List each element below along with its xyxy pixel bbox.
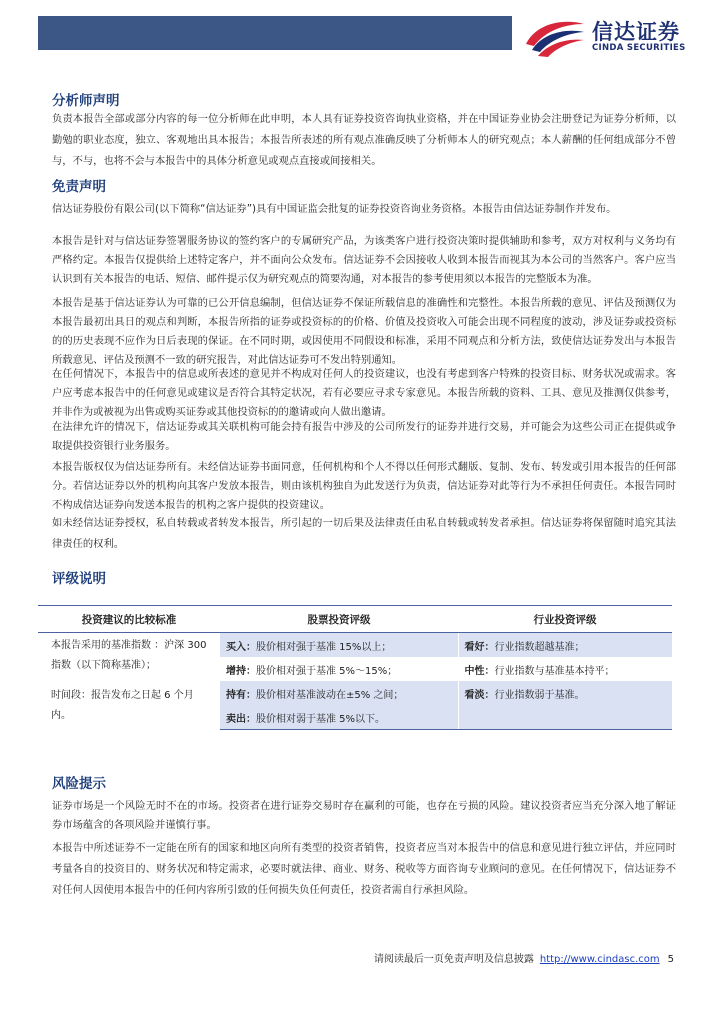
industry-rating-cell (458, 681, 672, 705)
stock-rating-desc: 股价相对强于基准 15%以上； (256, 641, 392, 653)
industry-rating-desc: 行业指数弱于基准。 (494, 689, 585, 701)
benchmark-index-text: 本报告采用的基准指数 ：沪深 300 指数（以下简称基准）； (51, 640, 207, 672)
column-header-industry-rating: 行业投资评级 (458, 606, 672, 633)
time-period-text: 时间段：报告发布之日起 6 个月内。 (51, 690, 194, 722)
risk-paragraph: 证券市场是一个风险无时不在的市场。投资者在进行证券交易时存在赢利的可能，也存在亏损的风险。建议投资者应当充分深入地了解证券市场蕴含的各项风险并谨慎行事。 (52, 800, 676, 831)
industry-rating-desc: 行业指数与基准基本持平； (494, 665, 615, 677)
industry-rating-desc: 行业指数超越基准； (494, 641, 585, 653)
stock-rating-desc: 股价相对弱于基准 5%以下。 (256, 713, 386, 725)
logo-chinese-name: 信达证券 (592, 20, 680, 44)
disclaimer-title: 免责声明 (52, 179, 106, 195)
industry-rating-cell (458, 657, 672, 681)
industry-rating-term: 中性： (464, 665, 495, 677)
stock-rating-cell (220, 705, 458, 730)
risk-paragraph: 本报告中所述证券不一定能在所有的国家和地区向所有类型的投资者销售，投资者应当对本报告中的信息和意见进行独立评估，并应同时考量各自的投资目的、财务状况和特定需求，必要时就法律、商业、财务、税收等方面咨询专业顾问的意见。在任何情况下，信达证券不对任何人因使用本报告中的任何内容所引致的任何损失负任何责任，投资者需自行承担风险。 (52, 842, 676, 896)
table-row (38, 633, 672, 658)
stock-rating-cell (220, 633, 458, 658)
industry-rating-term: 看淡： (464, 689, 495, 701)
industry-rating-cell (458, 633, 672, 658)
stock-rating-term: 增持： (226, 665, 256, 677)
rating-title: 评级说明 (52, 571, 106, 587)
analyst-statement-text: 负责本报告全部或部分内容的每一位分析师在此申明，本人具有证券投资咨询执业资格，并在中国证券业协会注册登记为证券分析师，以勤勉的职业态度，独立、客观地出具本报告；本报告所表述的所有观点准确反映了分析师本人的研究观点；本人薪酬的任何组成部分不曾与，不与，也将不会与本报告中的具体分析意见或观点直接或间接相关。 (52, 113, 676, 167)
disclaimer-paragraph: 在法律允许的情况下，信达证券或其关联机构可能会持有报告中涉及的公司所发行的证券并进行交易，并可能会为这些公司正在提供或争取提供投资银行业务服务。 (52, 421, 676, 452)
industry-rating-cell (458, 705, 672, 730)
cinda-emblem-icon (522, 14, 588, 58)
stock-rating-term: 买入： (226, 641, 256, 653)
stock-rating-desc: 股价相对基准波动在±5% 之间； (256, 689, 404, 701)
column-header-basis: 投资建议的比较标准 (38, 606, 220, 633)
stock-rating-cell (220, 681, 458, 705)
website-link[interactable]: http://www.cindasc.com (539, 954, 660, 965)
column-header-stock-rating: 股票投资评级 (220, 606, 458, 633)
benchmark-description (38, 633, 220, 730)
stock-rating-term: 持有： (226, 689, 256, 701)
cinda-logo (522, 12, 702, 60)
stock-rating-desc: 股价相对强于基准 5%～15%； (256, 665, 398, 677)
stock-rating-term: 卖出： (226, 713, 256, 725)
page-number: 5 (667, 954, 674, 965)
disclaimer-paragraph: 本报告是基于信达证券认为可靠的已公开信息编制，但信达证券不保证所载信息的准确性和完整性。本报告所载的意见、评估及预测仅为本报告最初出具日的观点和判断，本报告所指的证券或投资标的的价格、价值及投资收入可能会出现不同程度的波动，涉及证券或投资标的的历史表现不应作为日后表现的保证。在不同时期，或因使用不同假设和标准，采用不同观点和分析方法，致使信达证券发出与本报告所载意见、评估及预测不一致的研究报告，对此信达证券可不发出特别通知。 (52, 297, 676, 366)
logo-english-name: CINDA SECURITIES (592, 43, 686, 53)
disclaimer-paragraph: 本报告是针对与信达证券签署服务协议的签约客户的专属研究产品，为该类客户进行投资决策时提供辅助和参考，双方对权利与义务均有严格约定。本报告仅提供给上述特定客户，并不面向公众发布。信达证券不会因接收人收到本报告而视其为本公司的当然客户。客户应当认识到有关本报告的电话、短信、邮件提示仅为研究观点的简要沟通，对本报告的参考使用须以本报告的完整版本为准。 (52, 235, 676, 285)
footer (374, 950, 674, 965)
stock-rating-cell (220, 657, 458, 681)
footer-disclaimer-note: 请阅读最后一页免责声明及信息披露 (373, 954, 534, 965)
risk-title: 风险提示 (52, 776, 106, 792)
disclaimer-paragraph: 本报告版权仅为信达证券所有。未经信达证券书面同意，任何机构和个人不得以任何形式翻版、复制、发布、转发或引用本报告的任何部分。若信达证券以外的机构向其客户发放本报告，则由该机构独自为此发送行为负责，信达证券对此等行为不承担任何责任。本报告同时不构成信达证券向发送本报告的机构之客户提供的投资建议。 (52, 461, 676, 511)
disclaimer-paragraph: 信达证券股份有限公司(以下简称“信达证券”)具有中国证监会批复的证券投资咨询业务资格。本报告由信达证券制作并发布。 (52, 203, 617, 215)
header-band (38, 16, 512, 50)
rating-table (38, 605, 672, 730)
industry-rating-term: 看好： (464, 641, 495, 653)
analyst-statement-title: 分析师声明 (52, 93, 120, 109)
disclaimer-paragraph: 在任何情况下，本报告中的信息或所表述的意见并不构成对任何人的投资建议，也没有考虑到客户特殊的投资目标、财务状况或需求。客户应考虑本报告中的任何意见或建议是否符合其特定状况，若有必要应寻求专家意见。本报告所载的资料、工具、意见及推测仅供参考，并非作为或被视为出售或购买证券或其他投资标的的邀请或向人做出邀请。 (52, 368, 676, 418)
rating-table-header (38, 606, 672, 633)
disclaimer-paragraph: 如未经信达证券授权，私自转载或者转发本报告，所引起的一切后果及法律责任由私自转载或转发者承担。信达证券将保留随时追究其法律责任的权利。 (52, 517, 676, 550)
